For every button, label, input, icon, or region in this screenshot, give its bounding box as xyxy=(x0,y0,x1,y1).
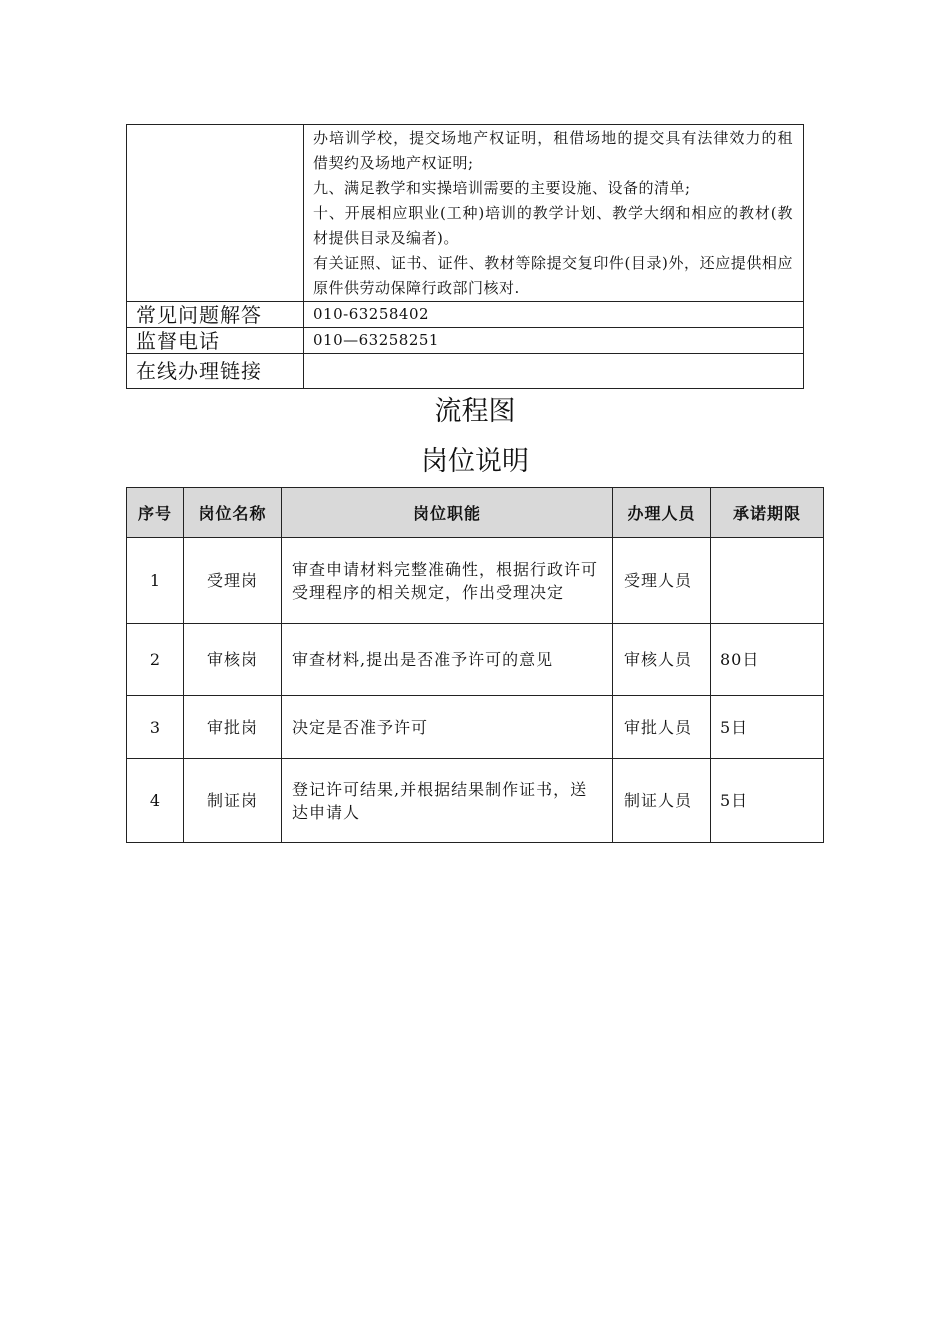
row-time-limit xyxy=(711,538,824,624)
row-staff: 审批人员 xyxy=(613,696,711,759)
row-no: 2 xyxy=(127,624,184,696)
flowchart-heading: 流程图 xyxy=(434,396,516,427)
online-link-value[interactable] xyxy=(304,354,804,389)
service-info-table xyxy=(126,124,804,389)
row-post-function: 决定是否准予许可 xyxy=(282,696,613,759)
supervision-phone: 010—63258251 xyxy=(304,328,804,354)
online-link-label: 在线办理链接 xyxy=(127,354,304,389)
row-staff: 制证人员 xyxy=(613,759,711,843)
application-materials-cell xyxy=(304,125,804,302)
supervision-label: 监督电话 xyxy=(127,328,304,354)
faq-phone: 010-63258402 xyxy=(304,302,804,328)
materials-line: 有关证照、证书、证件、教材等除提交复印件(目录)外，还应提供相应原件供劳动保障行政部门核对. xyxy=(313,254,793,297)
header-staff: 办理人员 xyxy=(613,488,711,538)
empty-label-cell xyxy=(127,125,304,302)
row-post-name: 制证岗 xyxy=(184,759,282,843)
row-post-function: 审查申请材料完整准确性，根据行政许可受理程序的相关规定，作出受理决定 xyxy=(282,538,613,624)
table-row xyxy=(127,354,804,389)
row-post-function: 审查材料,提出是否准予许可的意见 xyxy=(282,624,613,696)
row-staff: 受理人员 xyxy=(613,538,711,624)
row-no: 3 xyxy=(127,696,184,759)
row-time-limit: 5日 xyxy=(711,759,824,843)
row-staff: 审核人员 xyxy=(613,624,711,696)
row-no: 1 xyxy=(127,538,184,624)
header-post-function: 岗位职能 xyxy=(282,488,613,538)
row-no: 4 xyxy=(127,759,184,843)
post-description-heading: 岗位说明 xyxy=(421,446,529,477)
materials-line: 十、开展相应职业(工种)培训的教学计划、教学大纲和相应的教材(教材提供目录及编者)。 xyxy=(313,204,793,247)
row-time-limit: 80日 xyxy=(711,624,824,696)
faq-label: 常见问题解答 xyxy=(127,302,304,328)
table-row xyxy=(127,302,804,328)
table-row xyxy=(127,538,824,624)
row-time-limit: 5日 xyxy=(711,696,824,759)
table-row xyxy=(127,328,804,354)
materials-line: 办培训学校，提交场地产权证明，租借场地的提交具有法律效力的租借契约及场地产权证明; xyxy=(313,129,793,172)
header-time-limit: 承诺期限 xyxy=(711,488,824,538)
table-row xyxy=(127,696,824,759)
row-post-function: 登记许可结果,并根据结果制作证书，送达申请人 xyxy=(282,759,613,843)
table-header-row xyxy=(127,488,824,538)
table-row xyxy=(127,624,824,696)
materials-line: 九、满足教学和实操培训需要的主要设施、设备的清单; xyxy=(313,179,691,197)
row-post-name: 审核岗 xyxy=(184,624,282,696)
post-description-table xyxy=(126,487,824,843)
row-post-name: 受理岗 xyxy=(184,538,282,624)
table-row xyxy=(127,125,804,302)
header-no: 序号 xyxy=(127,488,184,538)
row-post-name: 审批岗 xyxy=(184,696,282,759)
table-row xyxy=(127,759,824,843)
header-post-name: 岗位名称 xyxy=(184,488,282,538)
